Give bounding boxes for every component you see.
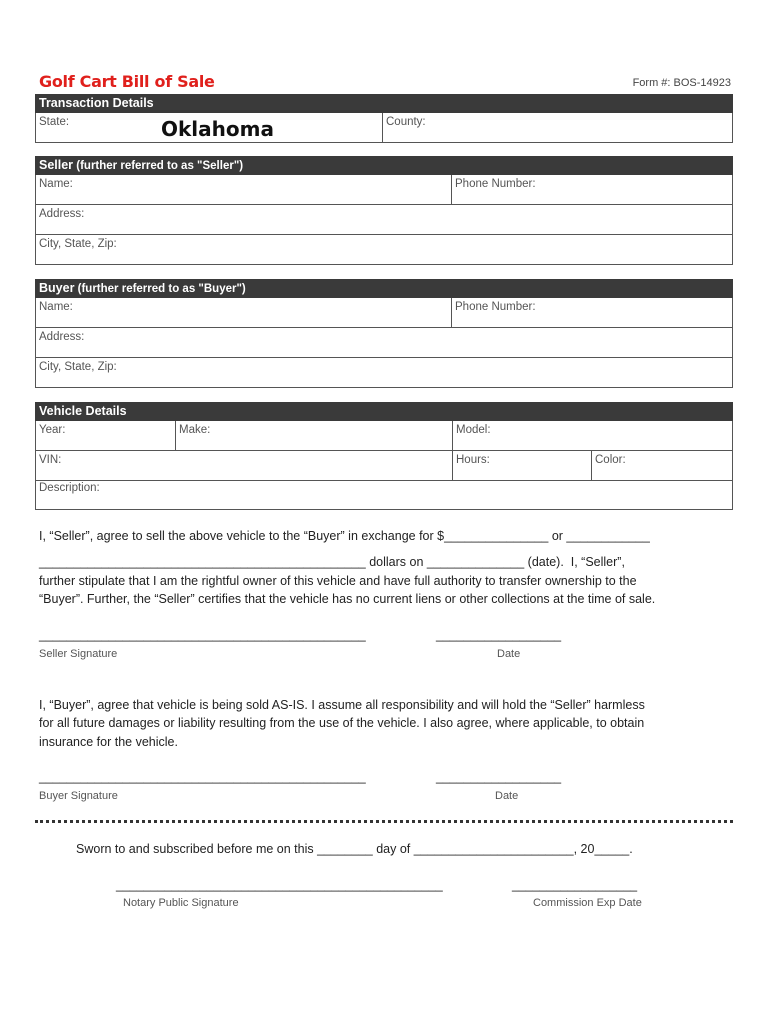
seller-heading-sub: (further referred to as "Seller") [73,160,244,172]
transaction-row [36,113,732,143]
buyer-address-label: Address: [39,331,85,343]
buyer-statement-line-3: insurance for the vehicle. [39,735,178,749]
buyer-name-field[interactable] [36,298,451,327]
county-field[interactable] [382,113,732,143]
seller-address-label: Address: [39,208,85,220]
seller-statement-line-1: I, “Seller”, agree to sell the above vehicle to the “Buyer” in exchange for $_______________ or ____________ [39,529,650,543]
notary-signature-caption: Notary Public Signature [123,897,239,909]
vehicle-hours-label: Hours: [456,454,490,466]
vehicle-vin-label: VIN: [39,454,62,466]
buyer-csz-label: City, State, Zip: [39,361,117,373]
notary-sworn-line: Sworn to and subscribed before me on this ________ day of _______________________, 20_____. [76,842,633,856]
notary-date-caption: Commission Exp Date [533,897,642,909]
buyer-csz-field[interactable] [36,358,732,387]
state-field[interactable] [36,113,382,143]
seller-statement-line-4: “Buyer”. Further, the “Seller” certifies that the vehicle has no current liens or other collections at the time of sale. [39,592,656,606]
seller-signature-line[interactable]: _______________________________________________ [39,628,366,642]
seller-signature-caption: Seller Signature [39,648,118,660]
vehicle-year-field[interactable] [36,421,175,450]
form-title: Golf Cart Bill of Sale [39,72,215,91]
buyer-box [35,298,733,388]
buyer-address-field[interactable] [36,328,732,358]
vehicle-row-2 [36,451,732,481]
notary-separator [35,820,733,823]
vehicle-make-field[interactable] [175,421,452,450]
vehicle-color-label: Color: [595,454,626,466]
buyer-name-label: Name: [39,301,73,313]
transaction-details-heading [35,94,733,113]
seller-statement-line-2: _______________________________________________ dollars on ______________ (date). I, “Seller”, [39,555,625,569]
notary-signature-line[interactable]: _______________________________________________ [116,878,443,892]
vehicle-year-label: Year: [39,424,66,436]
seller-statement-line-3: further stipulate that I am the rightful owner of this vehicle and have full authority to transfer ownership to the [39,574,637,588]
vehicle-color-field[interactable] [591,451,732,480]
buyer-phone-label: Phone Number: [455,301,536,313]
vehicle-description-field[interactable] [36,481,732,509]
vehicle-make-label: Make: [179,424,211,436]
form-number: Form #: BOS-14923 [632,77,731,89]
seller-date-caption: Date [497,648,521,660]
buyer-date-caption: Date [495,790,519,802]
buyer-signature-caption: Buyer Signature [39,790,118,802]
buyer-signature-line[interactable]: _______________________________________________ [39,770,366,784]
buyer-statement-line-2: for all future damages or liability resulting from the use of the vehicle. I also agree, where applicable, to obtain [39,716,645,730]
vehicle-heading-text: Vehicle Details [39,404,127,418]
vehicle-details-heading [35,402,733,421]
notary-date-line[interactable]: __________________ [512,878,638,892]
county-label: County: [386,116,426,128]
seller-name-field[interactable] [36,175,451,204]
seller-row-name [36,175,732,205]
seller-heading [35,156,733,175]
buyer-heading-sub: (further referred to as "Buyer") [74,283,246,295]
seller-phone-field[interactable] [451,175,732,204]
state-label: State: [39,116,70,128]
buyer-phone-field[interactable] [451,298,732,327]
vehicle-model-label: Model: [456,424,491,436]
seller-name-label: Name: [39,178,73,190]
seller-csz-label: City, State, Zip: [39,238,117,250]
buyer-heading [35,279,733,298]
buyer-statement-line-1: I, “Buyer”, agree that vehicle is being sold AS-IS. I assume all responsibility and will hold the “Seller” harmless [39,698,645,712]
vehicle-hours-field[interactable] [452,451,591,480]
vehicle-box [35,421,733,510]
seller-phone-label: Phone Number: [455,178,536,190]
vehicle-vin-field[interactable] [36,451,452,480]
vehicle-row-1 [36,421,732,451]
buyer-heading-text: Buyer [39,281,75,295]
seller-box [35,175,733,265]
seller-csz-field[interactable] [36,235,732,264]
transaction-heading-text: Transaction Details [39,96,154,110]
seller-heading-text: Seller [39,158,74,172]
vehicle-description-label: Description: [39,482,100,494]
vehicle-model-field[interactable] [452,421,732,450]
seller-date-line[interactable]: __________________ [436,628,562,642]
seller-address-field[interactable] [36,205,732,235]
transaction-details-box [35,113,733,143]
buyer-date-line[interactable]: __________________ [436,770,562,784]
buyer-row-name [36,298,732,328]
state-value: Oklahoma [161,117,274,141]
